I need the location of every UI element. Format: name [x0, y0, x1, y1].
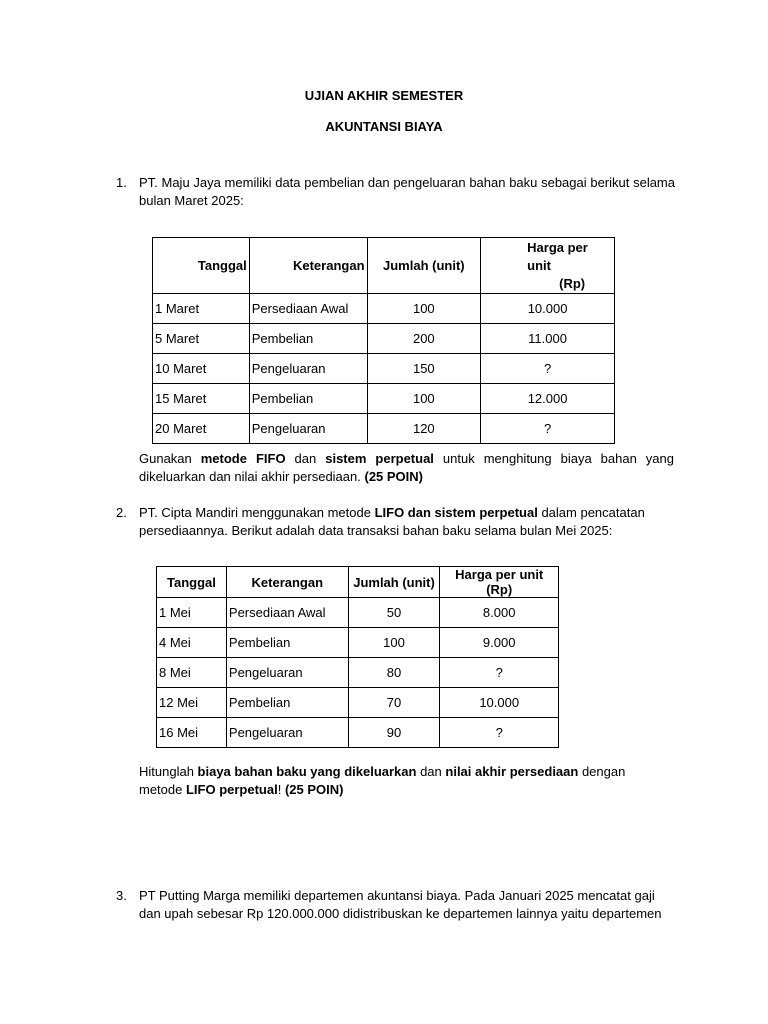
question-3-intro: PT Putting Marga memiliki departemen akuntansi biaya. Pada Januari 2025 mencatat gaji dan upah sebesar Rp 120.000.000 didistribuskan ke departemen lainnya yaitu departemen [139, 888, 662, 921]
table-row [157, 598, 559, 628]
cell-keterangan: Persediaan Awal [226, 598, 348, 628]
cell-tanggal: 8 Mei [157, 658, 227, 688]
table-header-row [157, 567, 559, 598]
cell-keterangan: Pembelian [249, 324, 367, 354]
cell-keterangan: Pembelian [249, 384, 367, 414]
cell-keterangan: Pengeluaran [226, 658, 348, 688]
cell-keterangan: Pembelian [226, 628, 348, 658]
cell-keterangan: Pengeluaran [226, 718, 348, 748]
cell-jumlah: 70 [348, 688, 440, 718]
question-1-instruction: Gunakan metode FIFO dan sistem perpetual untuk menghitung biaya bahan yang dikeluarkan dan nilai akhir persediaan. (25 POIN) [139, 451, 674, 484]
cell-tanggal: 5 Maret [153, 324, 250, 354]
table-row [157, 688, 559, 718]
column-header-jumlah: Jumlah (unit) [348, 567, 440, 598]
question-1-intro: PT. Maju Jaya memiliki data pembelian dan pengeluaran bahan baku sebagai berikut selama bulan Maret 2025: [139, 175, 675, 208]
cell-jumlah: 200 [367, 324, 481, 354]
column-header-harga: Harga per unit (Rp) [440, 567, 559, 598]
cell-harga: 8.000 [440, 598, 559, 628]
cell-jumlah: 100 [348, 628, 440, 658]
column-header-tanggal: Tanggal [153, 238, 250, 294]
cell-harga: 10.000 [481, 294, 615, 324]
table-row [157, 718, 559, 748]
question-1-table [152, 237, 615, 444]
page-title: UJIAN AKHIR SEMESTER [304, 88, 464, 103]
column-header-harga: Harga per unit (Rp) [481, 238, 615, 294]
cell-jumlah: 100 [367, 384, 481, 414]
page-subtitle: AKUNTANSI BIAYA [325, 119, 443, 134]
table-row [153, 294, 615, 324]
cell-harga: ? [440, 658, 559, 688]
cell-keterangan: Pengeluaran [249, 354, 367, 384]
cell-harga: 11.000 [481, 324, 615, 354]
cell-tanggal: 15 Maret [153, 384, 250, 414]
column-header-keterangan: Keterangan [249, 238, 367, 294]
question-2-intro: PT. Cipta Mandiri menggunakan metode LIFO dan sistem perpetual dalam pencatatan persediaannya. Berikut adalah data transaksi bahan baku selama bulan Mei 2025: [139, 505, 645, 538]
cell-jumlah: 100 [367, 294, 481, 324]
cell-keterangan: Pembelian [226, 688, 348, 718]
cell-tanggal: 10 Maret [153, 354, 250, 384]
question-2-number: 2. [116, 505, 127, 520]
cell-jumlah: 80 [348, 658, 440, 688]
cell-harga: ? [440, 718, 559, 748]
table-row [153, 414, 615, 444]
column-header-tanggal: Tanggal [157, 567, 227, 598]
table-row [157, 628, 559, 658]
cell-jumlah: 120 [367, 414, 481, 444]
cell-harga: 10.000 [440, 688, 559, 718]
table-row [157, 658, 559, 688]
question-1-number: 1. [116, 175, 127, 190]
cell-jumlah: 50 [348, 598, 440, 628]
cell-jumlah: 150 [367, 354, 481, 384]
cell-tanggal: 1 Maret [153, 294, 250, 324]
table-row [153, 354, 615, 384]
cell-harga: ? [481, 354, 615, 384]
question-2-table [156, 566, 559, 748]
column-header-jumlah: Jumlah (unit) [367, 238, 481, 294]
question-3-number: 3. [116, 888, 127, 903]
cell-keterangan: Persediaan Awal [249, 294, 367, 324]
cell-tanggal: 16 Mei [157, 718, 227, 748]
cell-keterangan: Pengeluaran [249, 414, 367, 444]
cell-tanggal: 20 Maret [153, 414, 250, 444]
cell-tanggal: 1 Mei [157, 598, 227, 628]
cell-harga: 12.000 [481, 384, 615, 414]
question-2-instruction: Hitunglah biaya bahan baku yang dikeluarkan dan nilai akhir persediaan dengan metode LIFO perpetual! (25 POIN) [139, 764, 626, 797]
cell-harga: 9.000 [440, 628, 559, 658]
cell-jumlah: 90 [348, 718, 440, 748]
table-row [153, 384, 615, 414]
table-row [153, 324, 615, 354]
table-header-row [153, 238, 615, 294]
cell-tanggal: 12 Mei [157, 688, 227, 718]
cell-harga: ? [481, 414, 615, 444]
cell-tanggal: 4 Mei [157, 628, 227, 658]
column-header-keterangan: Keterangan [226, 567, 348, 598]
